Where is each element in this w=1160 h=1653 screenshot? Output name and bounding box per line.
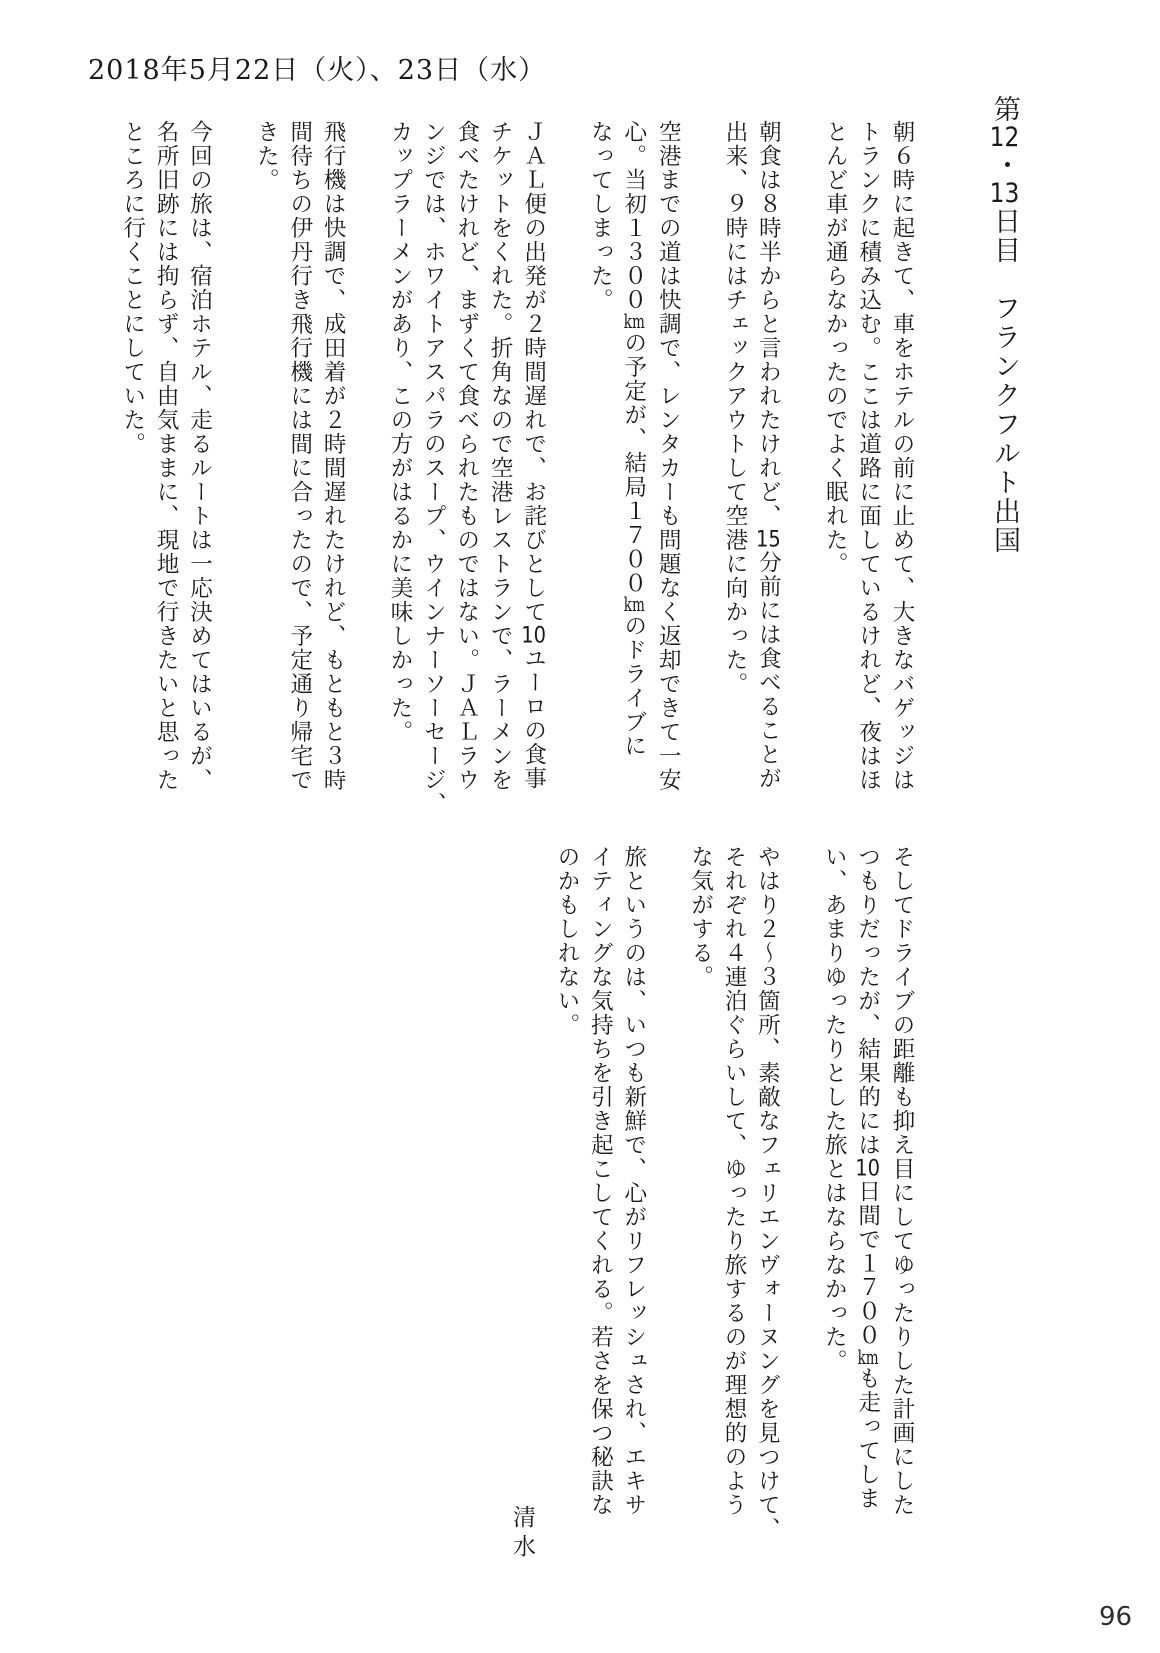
top-text-block	[115, 120, 918, 816]
paragraph: 旅というのは、いつも新鮮で、心がリフレッシュされ、エキサ イティングな気持ちを引き起こしてくれる。若さを保つ秘訣な のかもしれない。	[553, 845, 647, 1517]
paragraph: 朝食は８時半からと言われたけれど、15分前には食べることが 出来、９時にはチェックアウトして空港に向かった。	[721, 120, 782, 791]
bottom-text-block	[550, 845, 918, 1541]
chapter-title: 第12・13日目 フランクフルト出国	[989, 95, 1020, 555]
paragraph: 朝６時に起きて、車をホテルの前に止めて、大きなバゲッジは トランクに積み込む。ここは道路に面しているけれど、夜はほ とんど車が通らなかったのでよく眠れた。	[822, 120, 915, 792]
author-signature: 清水	[509, 1505, 535, 1563]
paragraph: そしてドライブの距離も抑え目にしてゆったりした計画にした つもりだったが、結果的には10日間で１７００kmも走ってしま い、あまりゆったりとした旅とはならなかった。	[821, 845, 915, 1517]
paragraph: 空港までの道は快調で、レンタカーも問題なく返却できて一安 心。当初１３００kmの予定が、結局１７００kmのドライブに なってしまった。	[587, 120, 682, 792]
date-line: 2018年5月22日（火）、23日（水）	[88, 55, 547, 86]
tcy-number: 10	[855, 1157, 880, 1180]
page-number: 96	[1099, 1602, 1133, 1632]
tcy-number: km	[857, 1347, 879, 1367]
paragraph: やはり２〜３箇所、素敵なフェリエンヴォーヌングを見つけて、 それぞれ４連泊ぐらいして、ゆったり旅するのが理想的のよう な気がする。	[687, 845, 781, 1541]
tcy-number: 10	[521, 624, 546, 647]
tcy-number: 12	[989, 124, 1020, 151]
tcy-number: 13	[989, 180, 1020, 207]
paragraph: 今回の旅は、宿泊ホテル、走るルートは一応決めてはいるが、 名所旧跡には拘らず、自由気ままに、現地で行きたいと思った ところに行くことにしていた。	[119, 120, 213, 792]
tcy-number: km	[623, 312, 645, 332]
tcy-number: km	[623, 595, 645, 615]
tcy-number: 15	[756, 528, 781, 551]
paragraph: 飛行機は快調で、成田着が２時間遅れたけれど、もともと３時 間待ちの伊丹行き飛行機には間に合ったので、予定通り帰宅で きた。	[253, 120, 347, 792]
paragraph: ＪＡＬ便の出発が２時間遅れで、お詫びとして10ユーロの食事 チケットをくれた。折角なので空港レストランで、ラーメンを 食べたけれど、まずくて食べられたものではない。ＪＡＬラウ ンジでは、ホワイトアスパラのスープ、ウインナーソーセージ、 カップラーメンがあり、この方がはるかに美味しかった。	[386, 120, 547, 816]
